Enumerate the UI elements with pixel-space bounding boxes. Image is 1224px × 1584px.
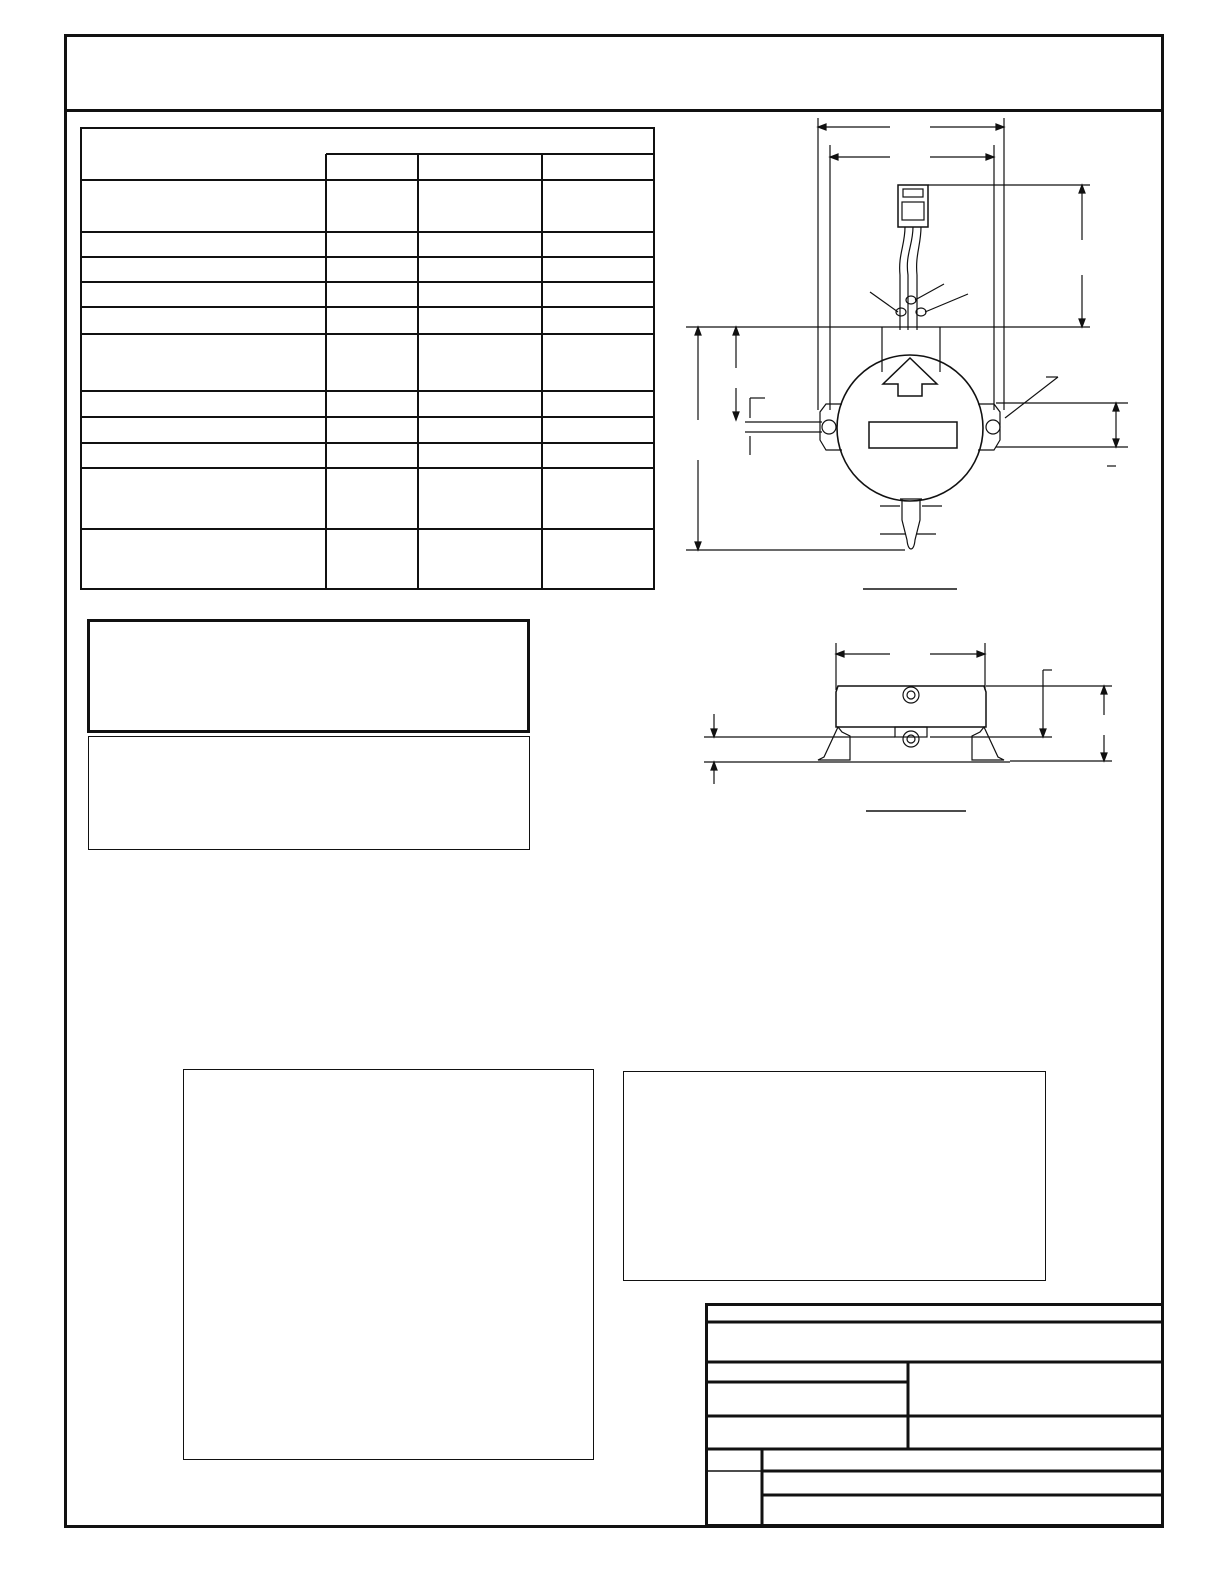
header-divider bbox=[64, 109, 1161, 112]
spec-table-grid bbox=[80, 127, 655, 590]
lower-box-left bbox=[183, 1069, 594, 1460]
title-block bbox=[704, 1302, 1166, 1528]
top-view-drawing bbox=[680, 115, 1140, 605]
spec-table bbox=[80, 127, 655, 590]
side-view-drawing bbox=[700, 635, 1120, 820]
lower-box-right bbox=[623, 1071, 1046, 1281]
notes-box-2 bbox=[88, 736, 530, 850]
notes-box-1 bbox=[87, 619, 530, 733]
